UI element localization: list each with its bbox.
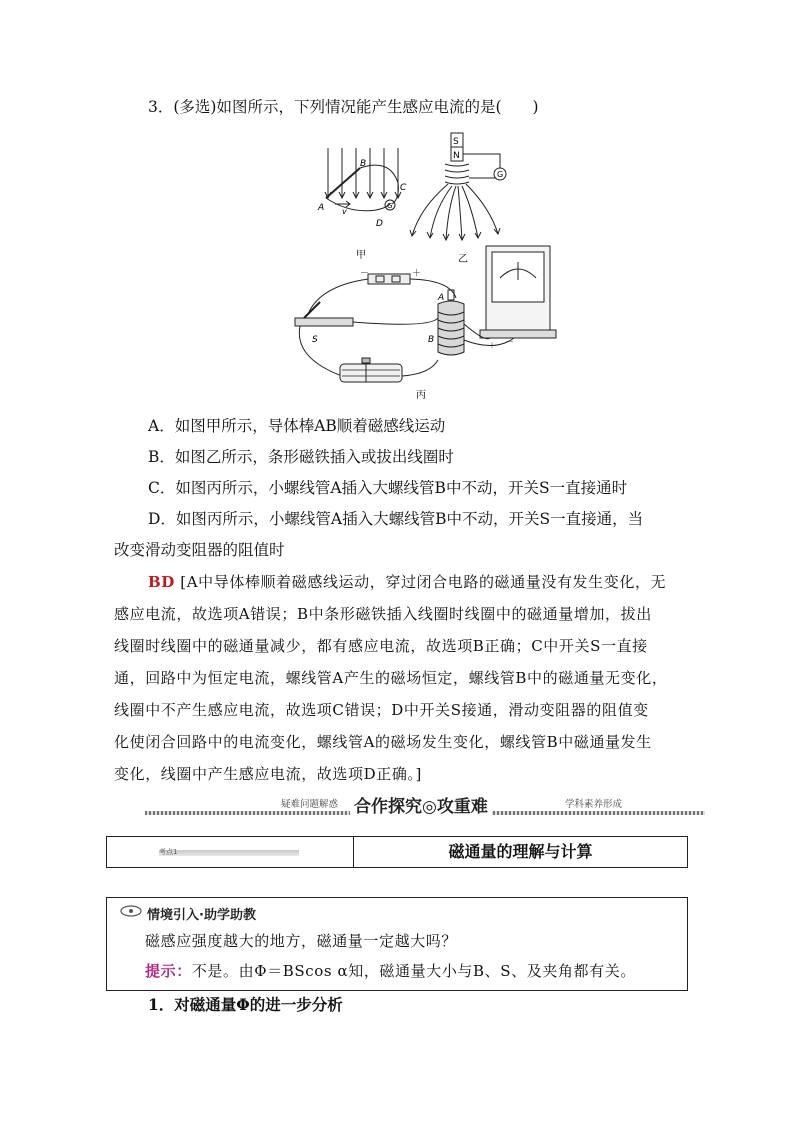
answer-line-4: 通，回路中为恒定电流，螺线管A产生的磁场恒定，螺线管B中的磁通量无变化， <box>114 669 668 687</box>
scene-question: 磁感应强度越大的地方，磁通量一定越大吗？ <box>145 932 458 950</box>
coil-A-label: A <box>438 293 445 303</box>
question-stem: 3．(多选)如图所示，下列情况能产生感应电流的是( ) <box>148 98 539 116</box>
answer-line-3: 线圈时线圈中的磁通量减少，都有感应电流，故选项B正确；C中开关S一直接 <box>114 637 648 655</box>
option-a: A．如图甲所示，导体棒AB顺着磁感线运动 <box>148 417 446 435</box>
scene-box <box>106 897 688 991</box>
caption-yi: 乙 <box>458 254 468 265</box>
caption-jia: 甲 <box>356 250 366 261</box>
hint-label: 提示： <box>145 962 192 980</box>
topic-header <box>106 836 688 868</box>
label-A: A <box>318 203 325 213</box>
topic-tag <box>159 850 299 856</box>
caption-bing: 丙 <box>416 390 426 400</box>
topic-tag-cell <box>107 837 354 867</box>
option-d-line2: 改变滑动变阻器的阻值时 <box>114 541 285 559</box>
coil-B-label: B <box>428 335 435 345</box>
label-D: D <box>376 219 383 229</box>
label-v: v <box>342 207 347 216</box>
topic-title: 磁通量的理解与计算 <box>448 842 593 861</box>
answer-key: BD <box>148 573 175 591</box>
label-G2: G <box>497 170 504 179</box>
meter-plus: ＋ <box>488 341 496 350</box>
answer-line-5: 线圈中不产生感应电流，故选项C错误；D中开关S接通，滑动变阻器的阻值变 <box>114 701 649 719</box>
label-G1: G <box>387 202 393 210</box>
scene-icon <box>119 904 143 918</box>
answer-line-2: 感应电流，故选项A错误；B中条形磁铁插入线圈时线圈中的磁通量增加，拔出 <box>114 605 652 623</box>
battery-plus: ＋ <box>412 269 422 279</box>
meter-minus: － <box>506 337 514 346</box>
option-d-line1: D．如图丙所示，小螺线管A插入大螺线管B中不动，开关S一直接通，当 <box>148 510 644 528</box>
banner-title: 合作探究◎攻重难 <box>350 792 492 817</box>
section-title: 1．对磁通量Φ的进一步分析 <box>148 995 343 1014</box>
banner-right-text: 学科素养形成 <box>565 799 623 810</box>
scene-hint <box>145 960 636 982</box>
answer-line-1 <box>148 571 666 593</box>
magnet-N-label: N <box>453 151 460 161</box>
option-b: B．如图乙所示，条形磁铁插入或拔出线圈时 <box>148 448 454 466</box>
label-C: C <box>400 183 407 193</box>
scene-heading: 情境引入·助学助教 <box>147 908 256 923</box>
section-banner <box>145 796 705 820</box>
banner-left-text: 疑难问题解惑 <box>281 799 339 810</box>
magnet-S-label: S <box>453 137 459 147</box>
figure-yi <box>410 133 506 240</box>
answer-line-6: 化使闭合回路中的电流变化，螺线管A的磁场发生变化，螺线管B中磁通量发生 <box>114 733 652 751</box>
battery-minus: － <box>360 269 370 279</box>
label-B: B <box>360 159 367 169</box>
hint-text: 不是。由Φ＝BScos α知，磁通量大小与B、S、及夹角都有关。 <box>191 962 636 980</box>
switch-S-label: S <box>312 335 318 345</box>
answer-line-7: 变化，线圈中产生感应电流，故选项D正确。] <box>114 765 422 783</box>
physics-figure <box>280 128 570 400</box>
figure-bing <box>295 246 556 382</box>
topic-tag-text: 考点1 <box>159 848 178 856</box>
answer-text-1: [A中导体棒顺着磁感线运动，穿过闭合电路的磁通量没有发生变化，无 <box>180 573 667 591</box>
option-c: C．如图丙所示，小螺线管A插入大螺线管B中不动，开关S一直接通时 <box>148 479 628 497</box>
